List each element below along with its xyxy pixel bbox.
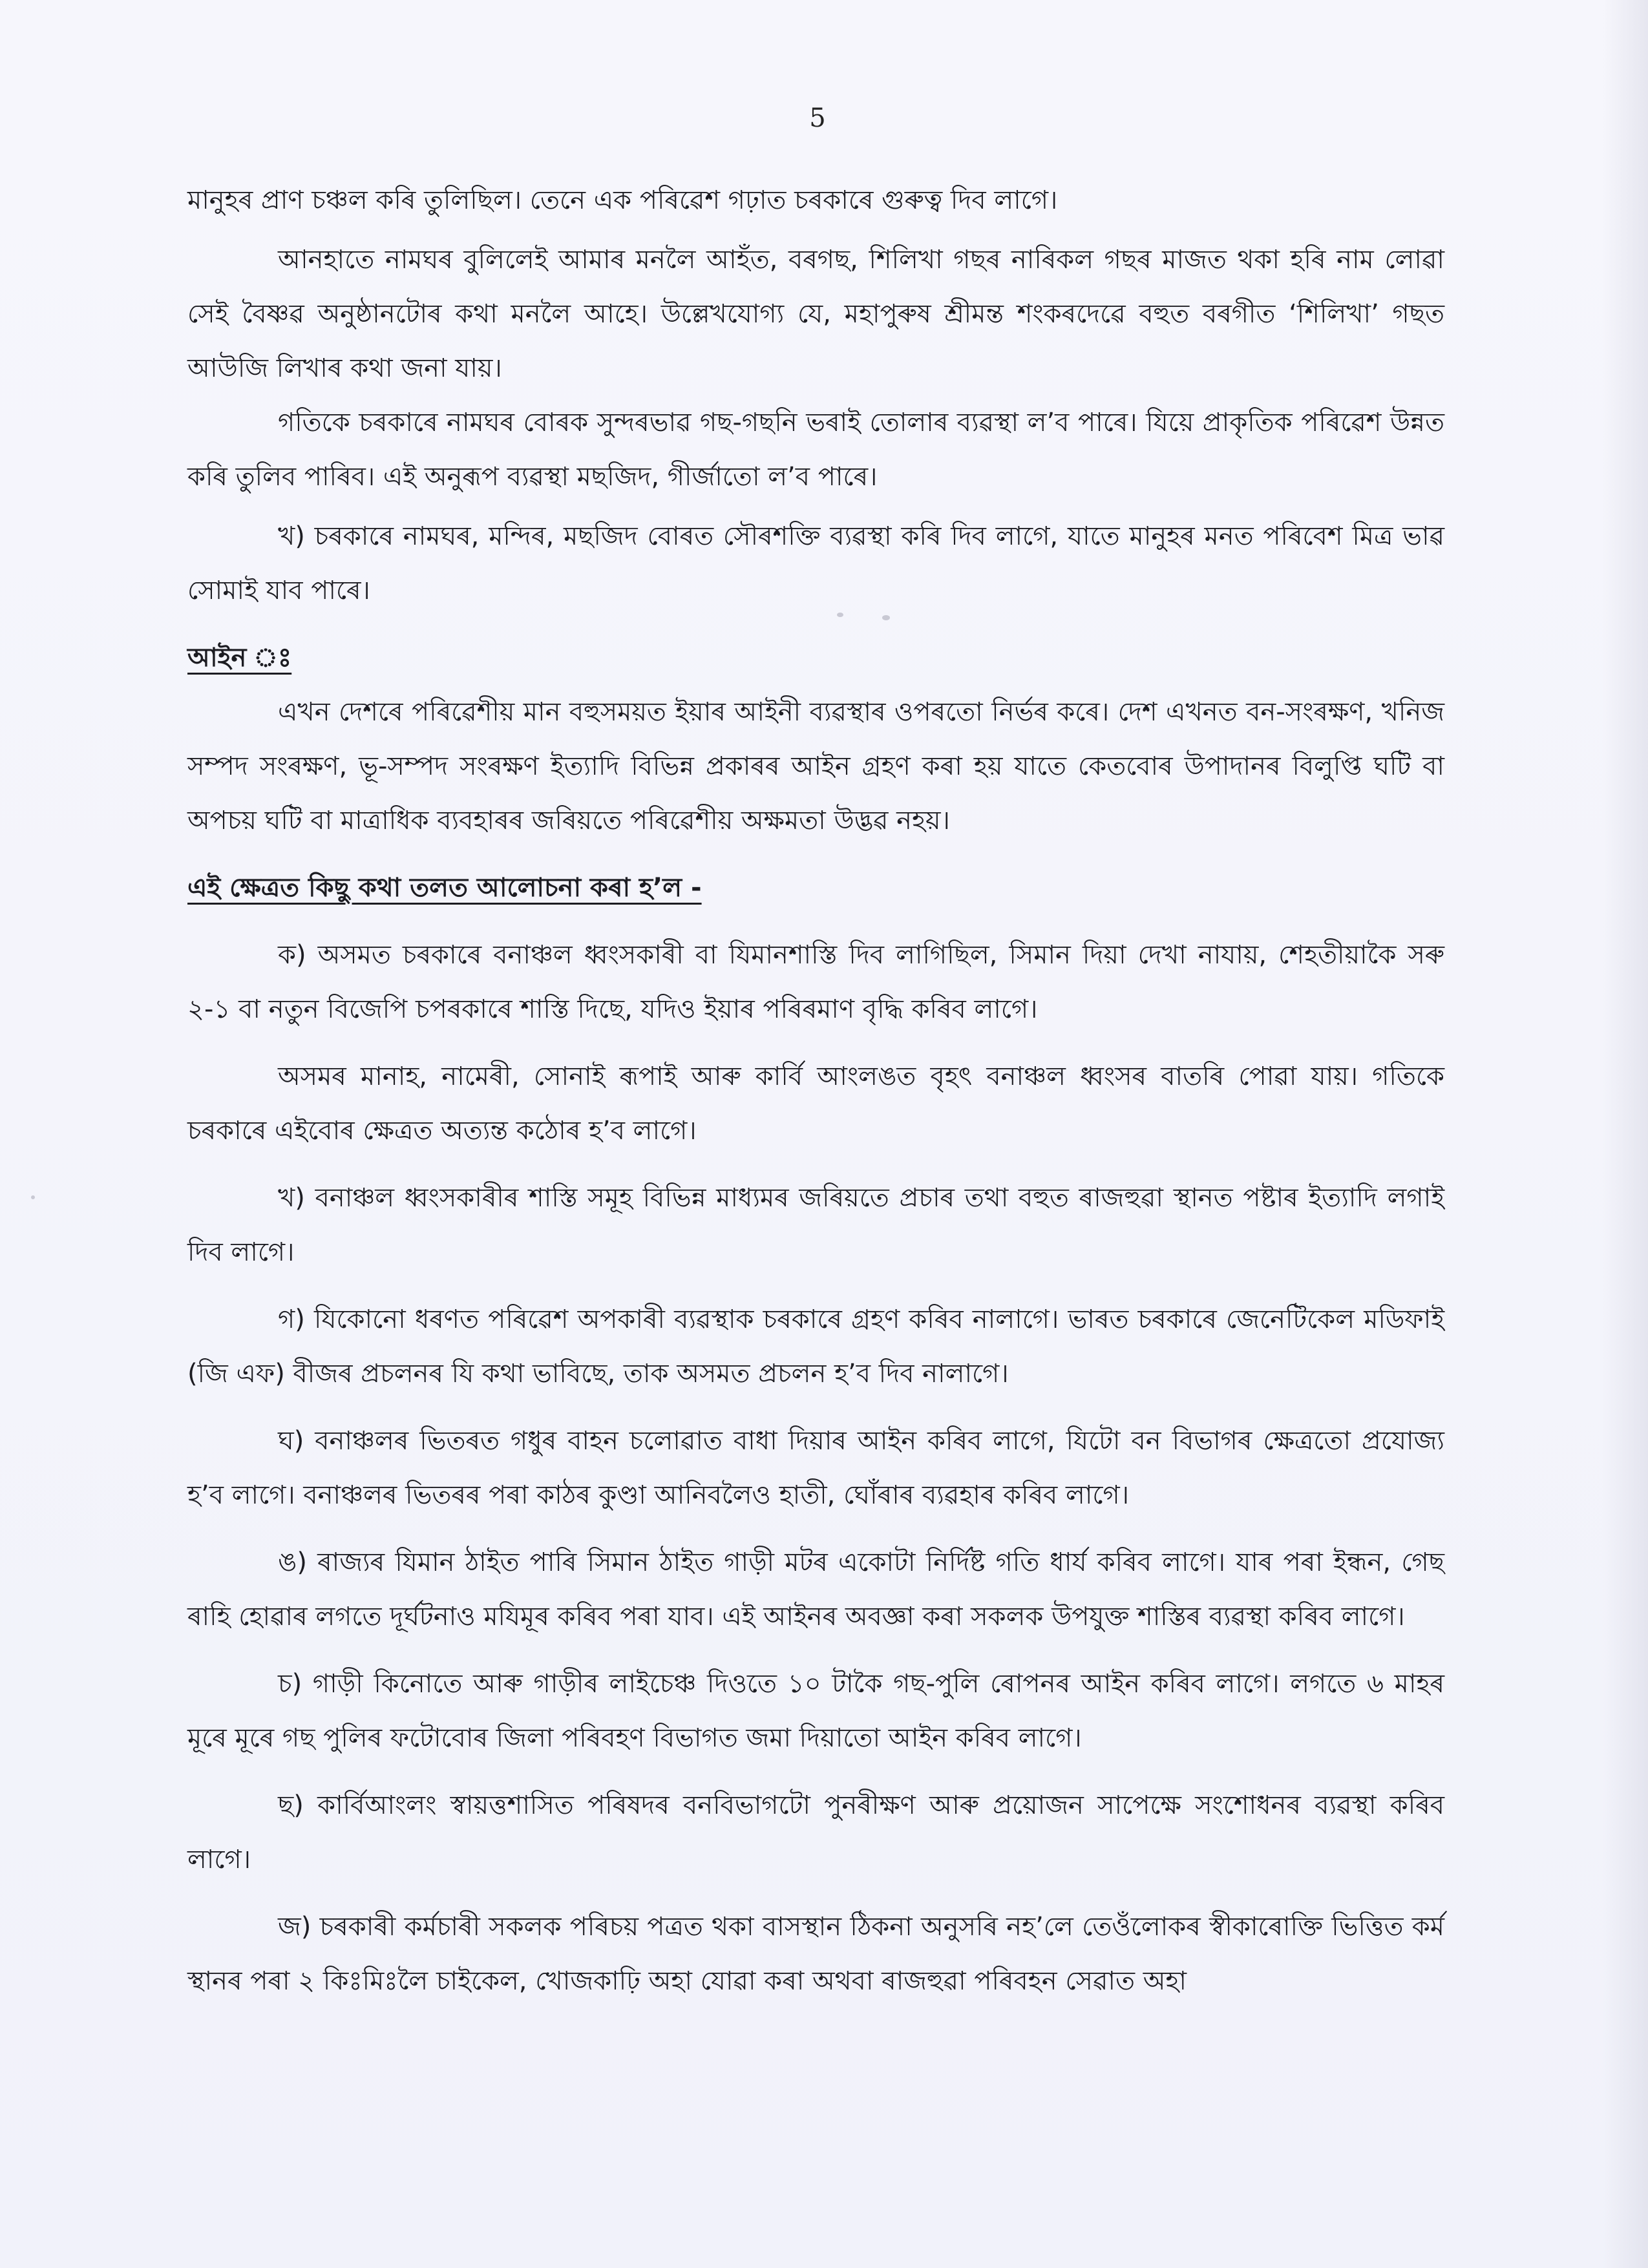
- list-item-kha: খ) চৰকাৰে নামঘৰ, মন্দিৰ, মছজিদ বোৰত সৌৰশক্তি ব্যৱস্থা কৰি দিব লাগে, যাতে মানুহৰ মনত পৰিবেশ মিত্ৰ ভাৱ সোমাই যাব পাৰে।: [187, 521, 1444, 605]
- list-item-cha: চ) গাড়ী কিনোতে আৰু গাড়ীৰ লাইচেঞ্চ দিওতে ১০ টাকৈ গছ-পুলি ৰোপনৰ আইন কৰিব লাগে। লগতে ৬ মাহৰ মূৰে মূৰে গছ পুলিৰ ফটোবোৰ জিলা পৰিবহণ বিভাগত জমা দিয়াতো আইন কৰিব লাগে।: [187, 1669, 1444, 1753]
- page-edge-shadow: [1603, 0, 1648, 2268]
- list-item-kha: খ) বনাঞ্চল ধ্বংসকাৰীৰ শাস্তি সমূহ বিভিন্ন মাধ্যমৰ জৰিয়তে প্ৰচাৰ তথা বহুত ৰাজহুৱা স্থানত পষ্টাৰ ইত্যাদি লগাই দিব লাগে।: [187, 1183, 1444, 1267]
- paragraph: এখন দেশৰে পৰিৱেশীয় মান বহুসময়ত ইয়াৰ আইনী ব্যৱস্থাৰ ওপৰতো নিৰ্ভৰ কৰে। দেশ এখনত বন-সংৰক্ষণ, খনিজ সম্পদ সংৰক্ষণ, ভূ-সম্পদ সংৰক্ষণ ইত্যাদি বিভিন্ন প্ৰকাৰৰ আইন গ্ৰহণ কৰা হয় যাতে কেতবোৰ উপাদানৰ বিলুপ্তি ঘটি বা অপচয় ঘটি বা মাত্ৰাধিক ব্যবহাৰৰ জৰিয়তে পৰিৱেশীয় অক্ষমতা উদ্ভৱ নহয়।: [187, 697, 1444, 835]
- list-item-umga: ঙ) ৰাজ্যৰ যিমান ঠাইত পাৰি সিমান ঠাইত গাড়ী মটৰ একোটা নিৰ্দিষ্ট গতি ধাৰ্য কৰিব লাগে। যাৰ পৰা ইন্ধন, গেছ ৰাহি হোৱাৰ লগতে দূৰ্ঘটনাও মযিমূৰ কৰিব পৰা যাব। এই আইনৰ অবজ্ঞা কৰা সকলক উপযুক্ত শাস্তিৰ ব্যৱস্থা কৰিব লাগে।: [187, 1548, 1444, 1632]
- list-item-ka: ক) অসমত চৰকাৰে বনাঞ্চল ধ্বংসকাৰী বা যিমানশাস্তি দিব লাগিছিল, সিমান দিয়া দেখা নাযায়, শেহতীয়াকৈ সৰু ২-১ বা নতুন বিজেপি চপৰকাৰে শাস্তি দিছে, যদিও ইয়াৰ পৰিৰমাণ বৃদ্ধি কৰিব লাগে।: [187, 940, 1444, 1024]
- section-heading-law: আইন ঃ: [187, 643, 292, 673]
- list-item-ja: জ) চৰকাৰী কৰ্মচাৰী সকলক পৰিচয় পত্ৰত থকা বাসস্থান ঠিকনা অনুসৰি নহ’লে তেওঁলোকৰ স্বীকাৰোক্তি ভিত্তিত কৰ্ম স্থানৰ পৰা ২ কিঃমিঃলৈ চাইকেল, খোজকাঢ়ি অহা যোৱা কৰা অথবা ৰাজহুৱা পৰিবহন সেৱাত অহা: [187, 1912, 1444, 1996]
- paragraph: অসমৰ মানাহ, নামেৰী, সোনাই ৰূপাই আৰু কাৰ্বি আংলঙত বৃহৎ বনাঞ্চল ধ্বংসৰ বাতৰি পোৱা যায়। গতিকে চৰকাৰে এইবোৰ ক্ষেত্ৰত অত্যন্ত কঠোৰ হ’ব লাগে।: [187, 1062, 1444, 1146]
- document-body: [187, 173, 1444, 2008]
- paragraph: মানুহৰ প্ৰাণ চঞ্চল কৰি তুলিছিল। তেনে এক পৰিৱেশ গঢ়াত চৰকাৰে গুৰুত্ব দিব লাগে।: [187, 185, 1058, 215]
- list-item-chha: ছ) কাৰ্বিআংলং স্বায়ত্তশাসিত পৰিষদৰ বনবিভাগটো পুনৰীক্ষণ আৰু প্ৰয়োজন সাপেক্ষে সংশোধনৰ ব্যৱস্থা কৰিব লাগে।: [187, 1790, 1444, 1874]
- scan-speck: [31, 1195, 35, 1199]
- sub-heading: এই ক্ষেত্ৰত কিছু কথা তলত আলোচনা কৰা হ’ল -: [187, 873, 702, 903]
- paragraph: গতিকে চৰকাৰে নামঘৰ বোৰক সুন্দৰভাৱ গছ-গছনি ভৰাই তোলাৰ ব্যৱস্থা ল’ব পাৰে। যিয়ে প্ৰাকৃতিক পৰিৱেশ উন্নত কৰি তুলিব পাৰিব। এই অনুৰূপ ব্যৱস্থা মছজিদ, গীৰ্জাতো ল’ব পাৰে।: [187, 408, 1444, 492]
- page-number: 5: [809, 103, 826, 133]
- list-item-gha: ঘ) বনাঞ্চলৰ ভিতৰত গধুৰ বাহন চলোৱাত বাধা দিয়াৰ আইন কৰিব লাগে, যিটো বন বিভাগৰ ক্ষেত্ৰতো প্ৰযোজ্য হ’ব লাগে। বনাঞ্চলৰ ভিতৰৰ পৰা কাঠৰ কুণ্ডা আনিবলৈও হাতী, ঘোঁৰাৰ ব্যৱহাৰ কৰিব লাগে।: [187, 1426, 1444, 1510]
- list-item-ga: গ) যিকোনো ধৰণত পৰিৱেশ অপকাৰী ব্যৱস্থাক চৰকাৰে গ্ৰহণ কৰিব নালাগে। ভাৰত চৰকাৰে জেনেটিকেল মডিফাই (জি এফ) বীজৰ প্ৰচলনৰ যি কথা ভাবিছে, তাক অসমত প্ৰচলন হ’ব দিব নালাগে।: [187, 1305, 1444, 1389]
- paragraph: আনহাতে নামঘৰ বুলিলেই আমাৰ মনলৈ আহঁত, বৰগছ, শিলিখা গছৰ নাৰিকল গছৰ মাজত থকা হৰি নাম লোৱা সেই বৈষ্ণৱ অনুষ্ঠানটোৰ কথা মনলৈ আহে। উল্লেখযোগ্য যে, মহাপুৰুষ শ্ৰীমন্ত শংকৰদেৱে বহুত বৰগীত ‘শিলিখা’ গছত আউজি লিখাৰ কথা জনা যায়।: [187, 245, 1444, 383]
